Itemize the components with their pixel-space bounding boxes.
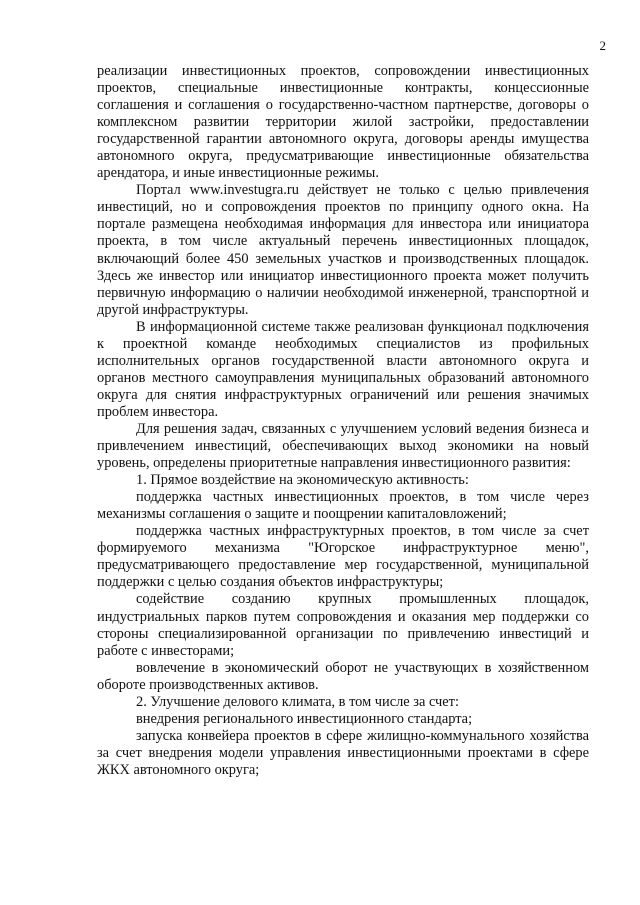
page-number: 2 <box>599 38 606 53</box>
list-item-private-investment-projects: поддержка частных инвестиционных проектов, в том числе через механизмы соглашения о защите и поощрении капиталовложений; <box>97 489 589 523</box>
paragraph-portal: Портал www.investugra.ru действует не только с целью привлечения инвестиций, но и сопровождения проектов по принципу одного окна. На портале размещена необходимая информация для инвестора или инициатора проекта, в том числе актуальный перечень инвестиционных площадок, включающий более 450 земельных участков и производственных площадок. Здесь же инвестор или инициатор инвестиционного проекта может получить первичную информацию о наличии необходимой инженерной, транспортной и другой инфраструктуры. <box>97 182 589 318</box>
list-item-housing-utilities-pipeline: запуска конвейера проектов в сфере жилищно-коммунального хозяйства за счет внедрения модели управления инвестиционными проектами в сфере ЖКХ автономного округа; <box>97 727 589 778</box>
list-item-idle-assets: вовлечение в экономический оборот не участвующих в хозяйственном обороте производственных активов. <box>97 659 589 693</box>
paragraph-information-system: В информационной системе также реализован функционал подключения к проектной команде необходимых специалистов из профильных исполнительных органов государственной власти автономного округа и органов местного самоуправления муниципальных образований автономного округа для снятия инфраструктурных ограничений или решения значимых проблем инвестора. <box>97 318 589 420</box>
paragraph-priority-directions-intro: Для решения задач, связанных с улучшением условий ведения бизнеса и привлечением инвестиций, обеспечивающих выход экономики на новый уровень, определены приоритетные направления инвестиционного развития: <box>97 420 589 472</box>
document-body <box>97 63 589 779</box>
list-heading-direct-impact: 1. Прямое воздействие на экономическую активность: <box>136 472 469 489</box>
paragraph-investment-regimes-continued: реализации инвестиционных проектов, сопровождении инвестиционных проектов, специальные инвестиционные контракты, концессионные соглашения и соглашения о государственно-частном партнерстве, договоры о комплексном развитии территории жилой застройки, предоставлении государственной гарантии автономного округа, договоры аренды имущества автономного округа, предусматривающие инвестиционные обязательства арендатора, и иные инвестиционные режимы. <box>97 63 589 182</box>
list-heading-business-climate: 2. Улучшение делового климата, в том числе за счет: <box>136 693 459 710</box>
list-item-infrastructure-projects: поддержка частных инфраструктурных проектов, в том числе за счет формируемого механизма "Югорское инфраструктурное меню", предусматривающего предоставление мер государственной, муниципальной поддержки с целью создания объектов инфраструктуры; <box>97 523 589 591</box>
list-item-investment-standard: внедрения регионального инвестиционного стандарта; <box>136 710 473 727</box>
list-item-industrial-sites: содействие созданию крупных промышленных площадок, индустриальных парков путем сопровождения и оказания мер поддержки со стороны специализированной организации по привлечению инвестиций и работе с инвесторами; <box>97 591 589 659</box>
